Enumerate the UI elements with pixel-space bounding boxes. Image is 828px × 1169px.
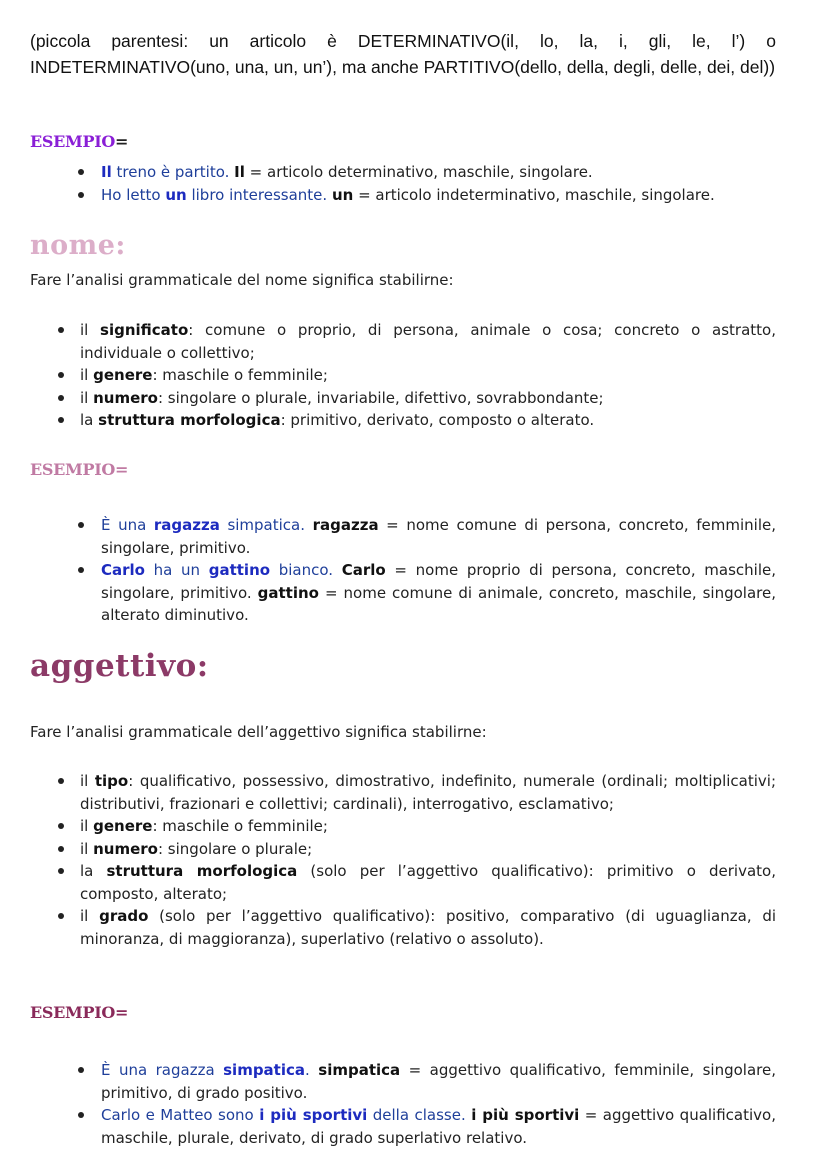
nome-criteria-list: [30, 319, 776, 432]
esempio-equals: =: [115, 132, 129, 151]
list-item: il genere: maschile o femminile;: [30, 815, 776, 838]
list-item: il numero: singolare o plurale;: [30, 838, 776, 861]
aggettivo-intro: Fare l’analisi grammaticale dell’aggettivo significa stabilirne:: [30, 723, 487, 741]
intro-paragraph: (piccola parentesi: un articolo è DETERMINATIVO(il, lo, la, i, gli, le, l’) o INDETERMINATIVO(uno, una, un, un’), ma anche PARTITIVO(dello, della, degli, delle, dei, del)): [30, 31, 776, 77]
list-item: È una ragazza simpatica. simpatica = aggettivo qualificativo, femminile, singolare, primitivo, di grado positivo.: [30, 1059, 776, 1104]
esempio-label: ESEMPIO: [30, 1003, 116, 1022]
nome-heading: nome:: [30, 230, 126, 261]
articolo-examples-list: [30, 161, 776, 206]
list-item: Il treno è partito. Il = articolo determinativo, maschile, singolare.: [30, 161, 776, 184]
esempio-heading-1: [30, 132, 776, 151]
esempio-equals: =: [115, 460, 129, 479]
esempio-label: ESEMPIO: [30, 460, 116, 479]
esempio-equals: =: [115, 1003, 129, 1022]
list-item: il grado (solo per l’aggettivo qualificativo): positivo, comparativo (di uguaglianza, di minoranza, di maggioranza), superlativo (relativo o assoluto).: [30, 905, 776, 950]
list-item: Carlo e Matteo sono i più sportivi della classe. i più sportivi = aggettivo qualificativo, maschile, plurale, derivato, di grado superlativo relativo.: [30, 1104, 776, 1149]
list-item: Carlo ha un gattino bianco. Carlo = nome proprio di persona, concreto, maschile, singolare, primitivo. gattino = nome comune di animale, concreto, maschile, singolare, alterato diminutivo.: [30, 559, 776, 627]
list-item: Ho letto un libro interessante. un = articolo indeterminativo, maschile, singolare.: [30, 184, 776, 207]
esempio-heading-3: [30, 1003, 776, 1022]
list-item: il genere: maschile o femminile;: [30, 364, 776, 387]
list-item: la struttura morfologica (solo per l’aggettivo qualificativo): primitivo o derivato, composto, alterato;: [30, 860, 776, 905]
esempio-label: ESEMPIO: [30, 132, 116, 151]
list-item: il tipo: qualificativo, possessivo, dimostrativo, indefinito, numerale (ordinali; moltiplicativi; distributivi, frazionari e collettivi; cardinali), interrogativo, esclamativo;: [30, 770, 776, 815]
nome-intro: Fare l’analisi grammaticale del nome significa stabilirne:: [30, 271, 454, 289]
esempio-heading-2: [30, 460, 776, 479]
aggettivo-examples-list: [30, 1059, 776, 1149]
list-item: il numero: singolare o plurale, invariabile, difettivo, sovrabbondante;: [30, 387, 776, 410]
list-item: il significato: comune o proprio, di persona, animale o cosa; concreto o astratto, individuale o collettivo;: [30, 319, 776, 364]
aggettivo-criteria-list: [30, 770, 776, 950]
nome-examples-list: [30, 514, 776, 627]
list-item: È una ragazza simpatica. ragazza = nome comune di persona, concreto, femminile, singolare, primitivo.: [30, 514, 776, 559]
aggettivo-heading: aggettivo:: [30, 648, 209, 684]
list-item: la struttura morfologica: primitivo, derivato, composto o alterato.: [30, 409, 776, 432]
